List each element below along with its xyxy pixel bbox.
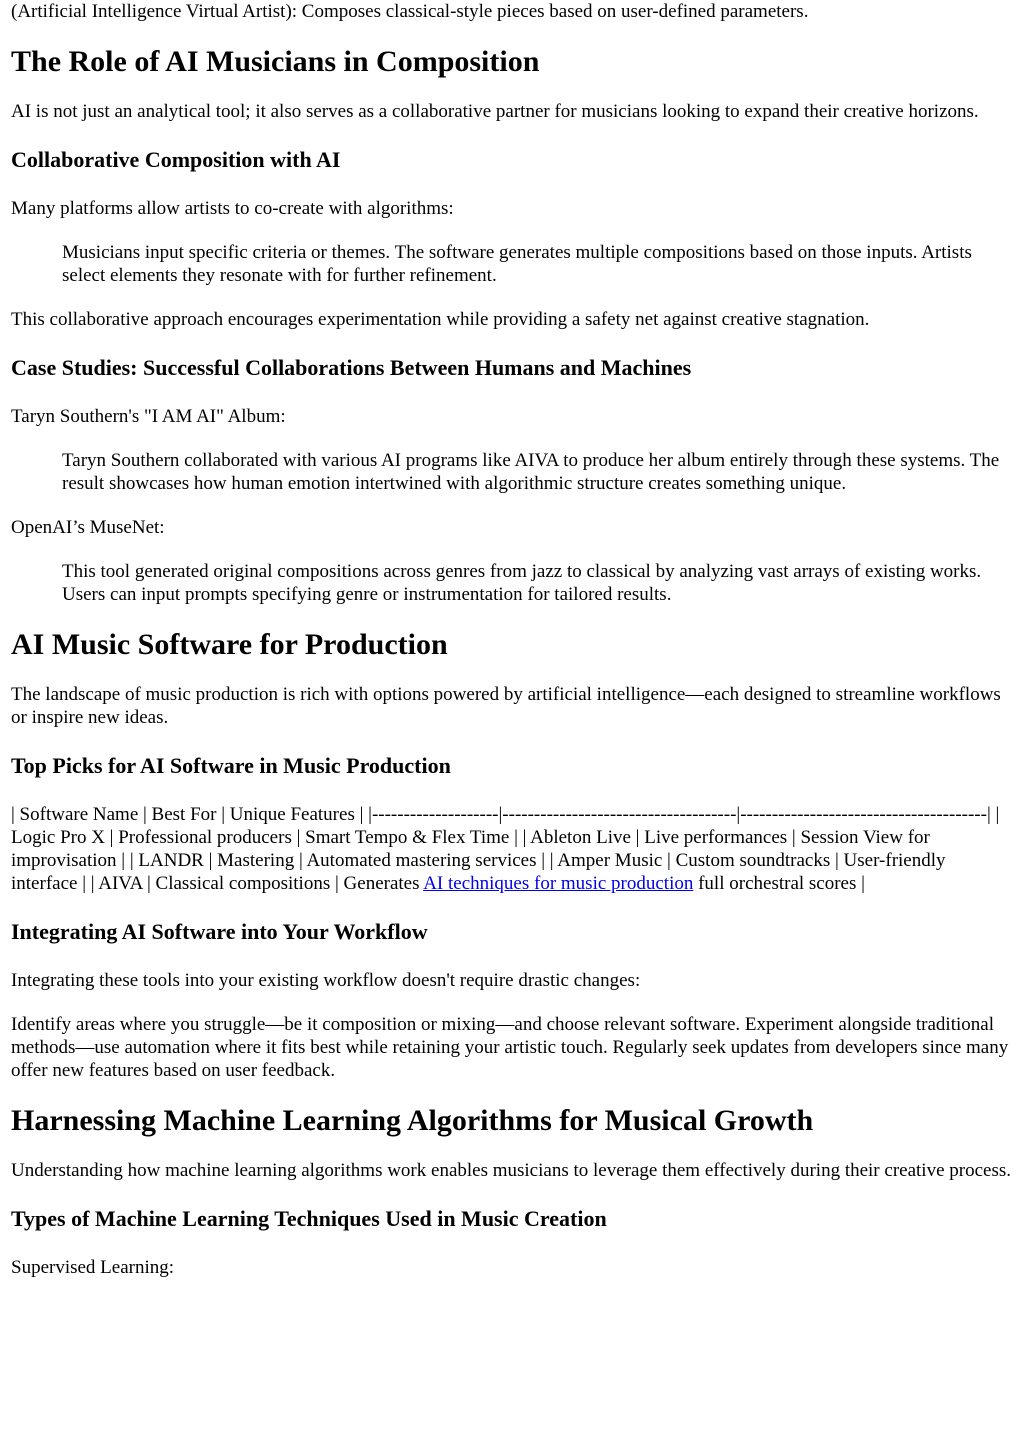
ai-techniques-link[interactable]: AI techniques for music production bbox=[423, 873, 694, 894]
collab-intro-paragraph: Many platforms allow artists to co-create with algorithms: bbox=[11, 198, 454, 219]
heading-harnessing-ml: Harnessing Machine Learning Algorithms for Musical Growth bbox=[11, 1104, 814, 1137]
software-intro-paragraph: The landscape of music production is rich with options powered by artificial intelligence—each designed to streamline workflows or inspire new ideas. bbox=[11, 684, 1001, 728]
integrate-intro-paragraph: Integrating these tools into your existing workflow doesn't require drastic changes: bbox=[11, 970, 641, 991]
integrate-body-paragraph: Identify areas where you struggle—be it composition or mixing—and choose relevant software. Experiment alongside traditional methods—use automation where it fits best while retaining your artistic touch. Regularly seek updates from developers since many offer new features based on user feedback. bbox=[11, 1014, 1009, 1081]
table-text-after: full orchestral scores | bbox=[693, 873, 865, 894]
heading-case-studies: Case Studies: Successful Collaborations Between Humans and Machines bbox=[11, 355, 692, 380]
ml-intro-paragraph: Understanding how machine learning algorithms work enables musicians to leverage them effectively during their creative process. bbox=[11, 1160, 1011, 1181]
case1-blockquote bbox=[62, 449, 1012, 495]
collab-outro-paragraph: This collaborative approach encourages experimentation while providing a safety net against creative stagnation. bbox=[11, 309, 870, 330]
heading-ai-music-software: AI Music Software for Production bbox=[11, 628, 448, 661]
heading-integrating-ai-software: Integrating AI Software into Your Workflow bbox=[11, 919, 428, 944]
collab-quote-text: Musicians input specific criteria or themes. The software generates multiple compositions based on those inputs. Artists select elements they resonate with for further refinement. bbox=[62, 242, 972, 286]
heading-top-picks: Top Picks for AI Software in Music Production bbox=[11, 753, 451, 778]
software-table-text bbox=[11, 803, 1012, 895]
case2-title: OpenAI’s MuseNet: bbox=[11, 517, 165, 538]
heading-collaborative-composition: Collaborative Composition with AI bbox=[11, 147, 341, 172]
role-intro-paragraph: AI is not just an analytical tool; it also serves as a collaborative partner for musicians looking to expand their creative horizons. bbox=[11, 101, 979, 122]
supervised-learning-label: Supervised Learning: bbox=[11, 1257, 175, 1278]
case1-title: Taryn Southern's "I AM AI" Album: bbox=[11, 406, 286, 427]
table-text-before: | Software Name | Best For | Unique Features | |--------------------|-------------------------------------|---------------------------------------| | Logic Pro X | Professional producers | Smart Tempo & Flex Time | | Ableton Live | Live performances | Session View for improvisation | | LANDR | Mastering | Automated mastering services | | Amper Music | Custom soundtracks | User-friendly interface | | AIVA | Classical compositions | Generates bbox=[11, 804, 1000, 894]
heading-role-of-ai-musicians: The Role of AI Musicians in Composition bbox=[11, 45, 540, 78]
collab-blockquote bbox=[62, 241, 1012, 287]
case1-quote-text: Taryn Southern collaborated with various AI programs like AIVA to produce her album entirely through these systems. The result showcases how human emotion intertwined with algorithmic structure creates something unique. bbox=[62, 450, 1000, 494]
case2-blockquote bbox=[62, 560, 1012, 606]
heading-types-of-ml: Types of Machine Learning Techniques Used in Music Creation bbox=[11, 1206, 607, 1231]
intro-tail-paragraph: (Artificial Intelligence Virtual Artist): Composes classical-style pieces based on user-defined parameters. bbox=[11, 1, 809, 22]
case2-quote-text: This tool generated original compositions across genres from jazz to classical by analyzing vast arrays of existing works. Users can input prompts specifying genre or instrumentation for tailored results. bbox=[62, 561, 982, 605]
